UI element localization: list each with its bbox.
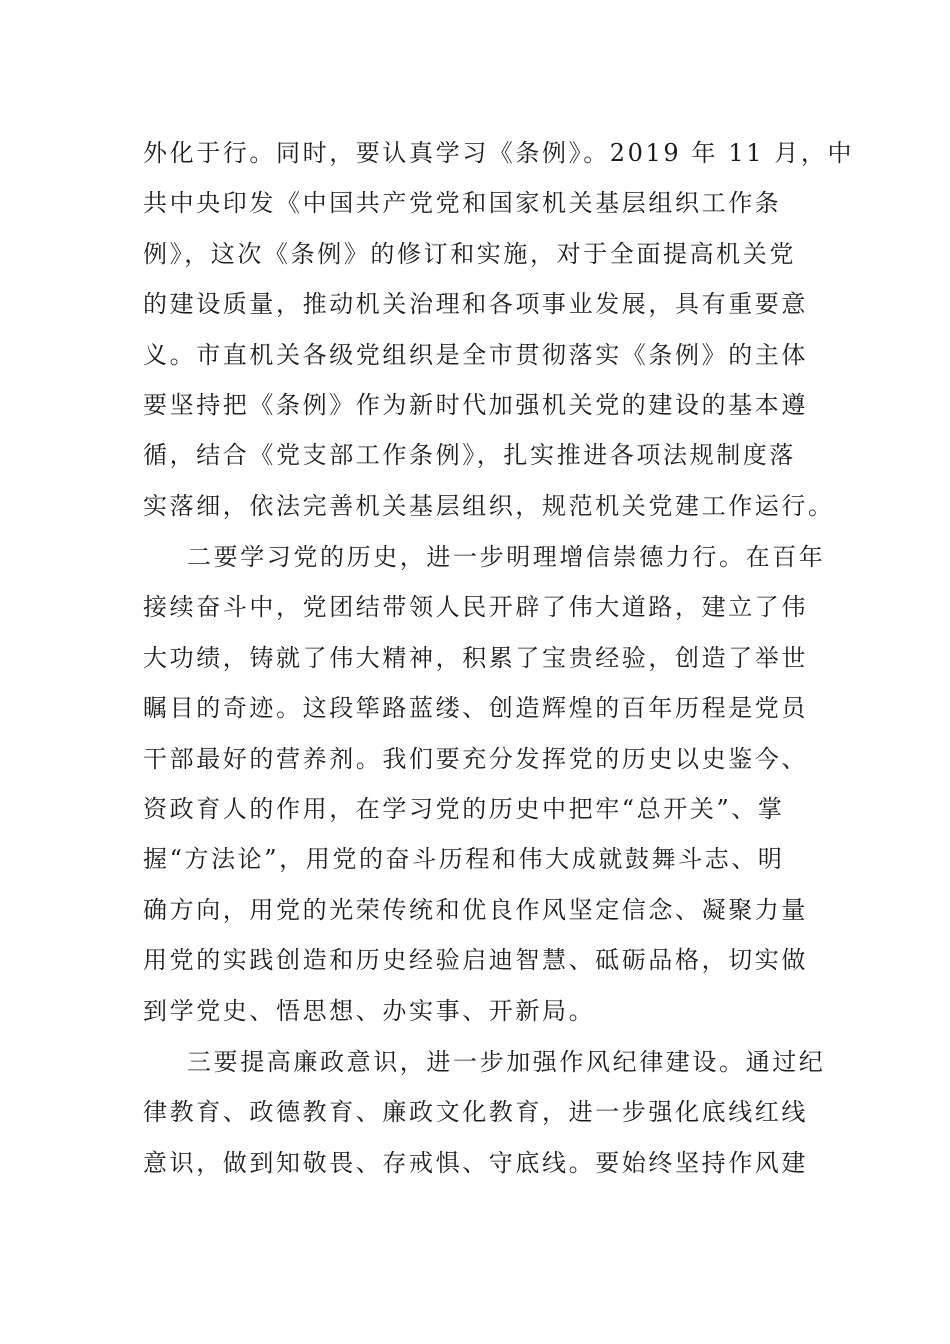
text-line: 用党的实践创造和历史经验启迪智慧、砥砺品格，切实做 <box>143 946 808 975</box>
paragraph-integrity-awareness <box>143 1037 826 1188</box>
text-line: 到学党史、悟思想、办实事、开新局。 <box>143 996 596 1025</box>
text-line: 实落细，依法完善机关基层组织，规范机关党建工作运行。 <box>143 491 835 520</box>
text-line: 例》，这次《条例》的修订和实施，对于全面提高机关党 <box>143 239 796 268</box>
text-line: 资政育人的作用，在学习党的历史中把牢“总开关”、掌 <box>143 794 785 823</box>
text-line: 律教育、政德教育、廉政文化教育，进一步强化底线红线 <box>143 1098 808 1127</box>
text-line: 的建设质量，推动机关治理和各项事业发展，具有重要意 <box>143 290 808 319</box>
text-line: 二要学习党的历史，进一步明理增信崇德力行。在百年 <box>187 543 826 571</box>
text-line: 大功绩，铸就了伟大精神，积累了宝贵经验，创造了举世 <box>143 643 808 672</box>
text-line: 确方向，用党的光荣传统和优良作风坚定信念、凝聚力量 <box>143 895 808 924</box>
text-line: 干部最好的营养剂。我们要充分发挥党的历史以史鉴今、 <box>143 744 808 773</box>
paragraph-study-regulations <box>143 128 855 531</box>
text-line: 三要提高廉政意识，进一步加强作风纪律建设。通过纪 <box>187 1048 826 1076</box>
text-line: 意识，做到知敬畏、存戒惧、守底线。要始终坚持作风建 <box>143 1148 808 1177</box>
text-line: 瞩目的奇迹。这段筚路蓝缕、创造辉煌的百年历程是党员 <box>143 694 808 723</box>
text-line: 要坚持把《条例》作为新时代加强机关党的建设的基本遵 <box>143 390 808 419</box>
paragraph-party-history <box>143 532 826 1036</box>
text-line: 义。市直机关各级党组织是全市贯彻落实《条例》的主体 <box>143 340 808 369</box>
text-line: 循，结合《党支部工作条例》，扎实推进各项法规制度落 <box>143 441 796 470</box>
text-line: 接续奋斗中，党团结带领人民开辟了伟大道路，建立了伟 <box>143 593 808 622</box>
text-line: 握“方法论”，用党的奋斗历程和伟大成就鼓舞斗志、明 <box>143 845 785 874</box>
text-line: 共中央印发《中国共产党党和国家机关基层组织工作条 <box>143 189 782 218</box>
text-line: 外化于行。同时，要认真学习《条例》。2019 年 11 月，中 <box>143 139 855 167</box>
